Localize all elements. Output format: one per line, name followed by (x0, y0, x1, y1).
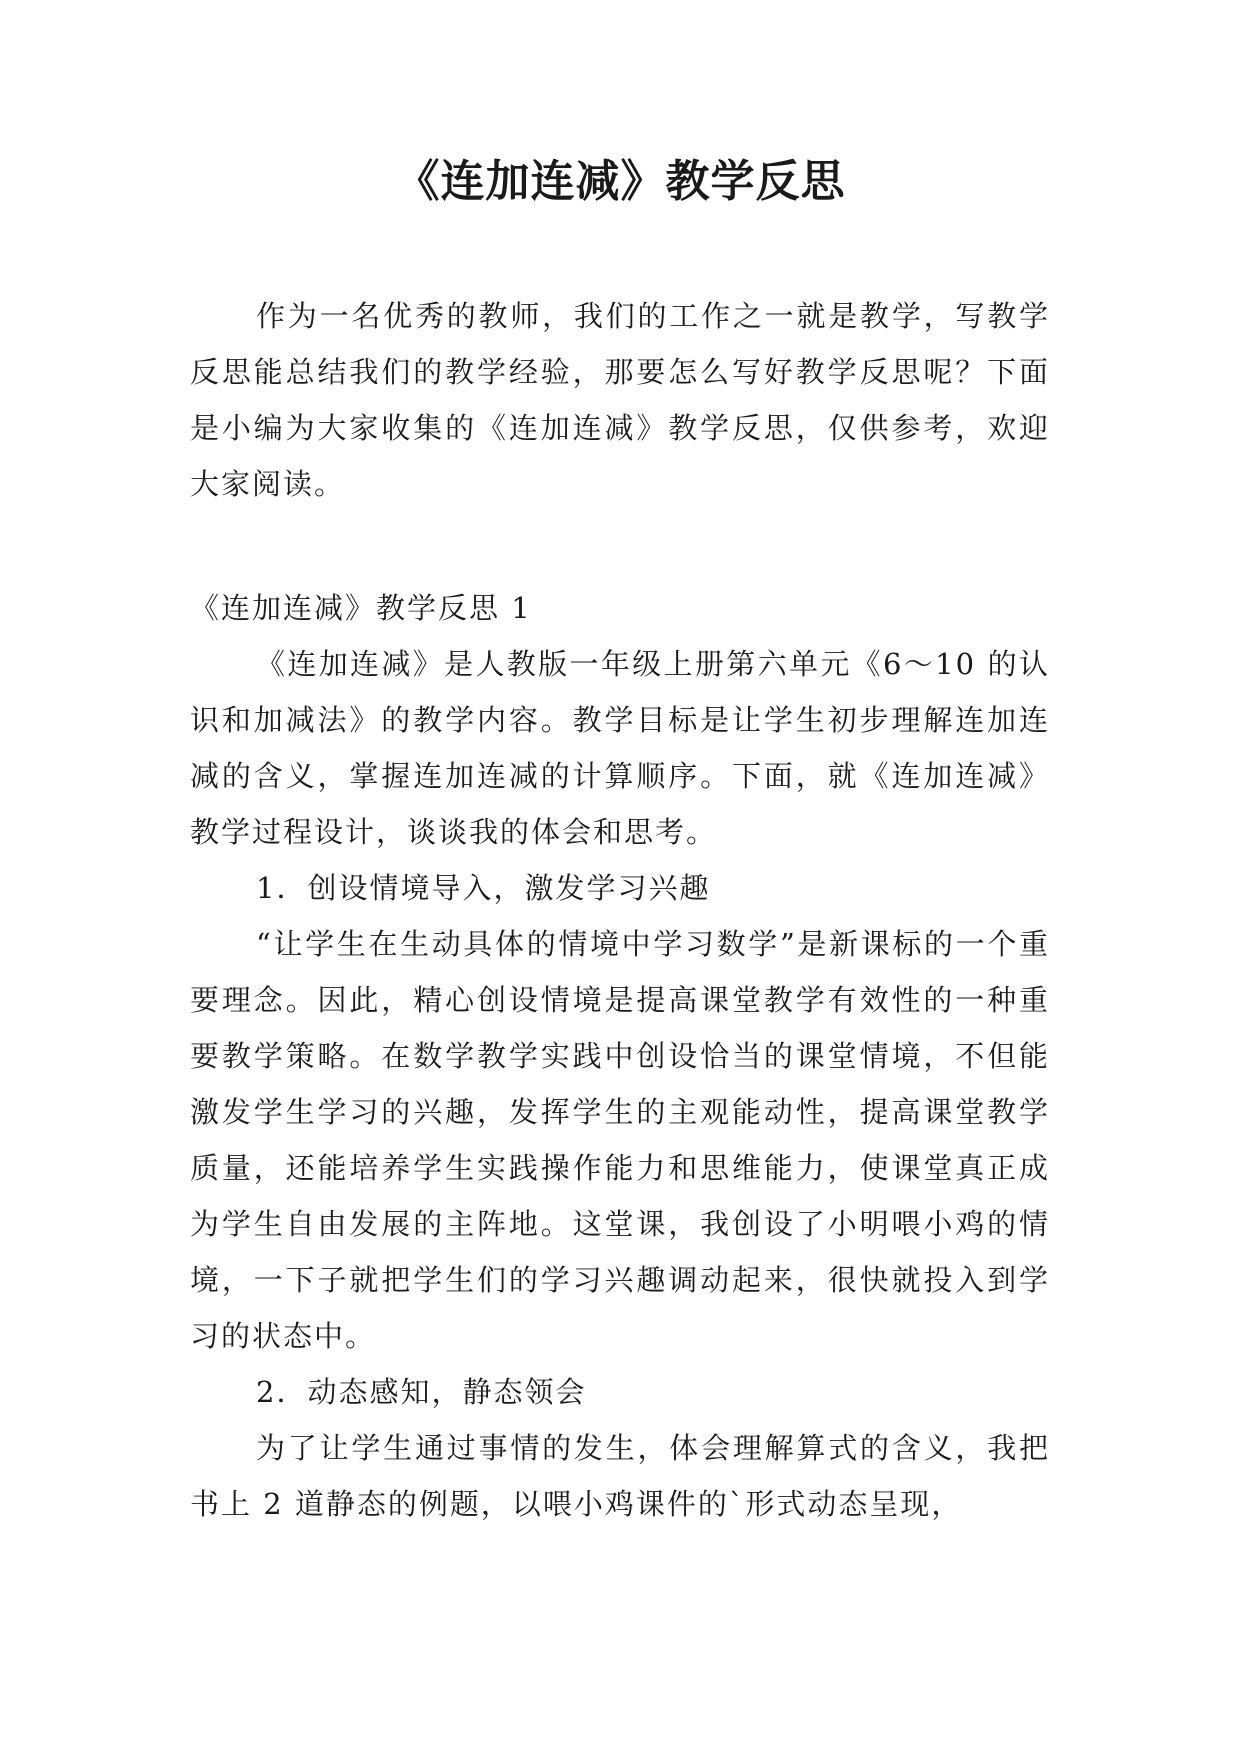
paragraph: 为了让学生通过事情的发生，体会理解算式的含义，我把书上 2 道静态的例题，以喂小鸡课件的`形式动态呈现， (190, 1431, 1050, 1521)
subheading-2: 2．动态感知，静态领会 (256, 1375, 587, 1409)
section-1 (190, 580, 1050, 1532)
intro-block (190, 288, 1050, 512)
paragraph: 《连加连减》是人教版一年级上册第六单元《6～10 的认识和加减法》的教学内容。教学目标是让学生初步理解连加连减的含义，掌握连加连减的计算顺序。下面，就《连加连减》教学过程设计，谈谈我的体会和思考。 (190, 647, 1050, 849)
document-title: 《连加连减》教学反思 (395, 156, 846, 207)
intro-paragraph: 作为一名优秀的教师，我们的工作之一就是教学，写教学反思能总结我们的教学经验，那要怎么写好教学反思呢？下面是小编为大家收集的《连加连减》教学反思，仅供参考，欢迎大家阅读。 (190, 299, 1050, 501)
subheading-1: 1．创设情境导入，激发学习兴趣 (256, 871, 711, 905)
section-heading: 《连加连减》教学反思 1 (190, 591, 532, 625)
paragraph: “让学生在生动具体的情境中学习数学”是新课标的一个重要理念。因此，精心创设情境是提高课堂教学有效性的一种重要教学策略。在数学教学实践中创设恰当的课堂情境，不但能激发学生学习的兴趣，发挥学生的主观能动性，提高课堂教学质量，还能培养学生实践操作能力和思维能力，使课堂真正成为学生自由发展的主阵地。这堂课，我创设了小明喂小鸡的情境，一下子就把学生们的学习兴趣调动起来，很快就投入到学习的状态中。 (190, 927, 1050, 1353)
